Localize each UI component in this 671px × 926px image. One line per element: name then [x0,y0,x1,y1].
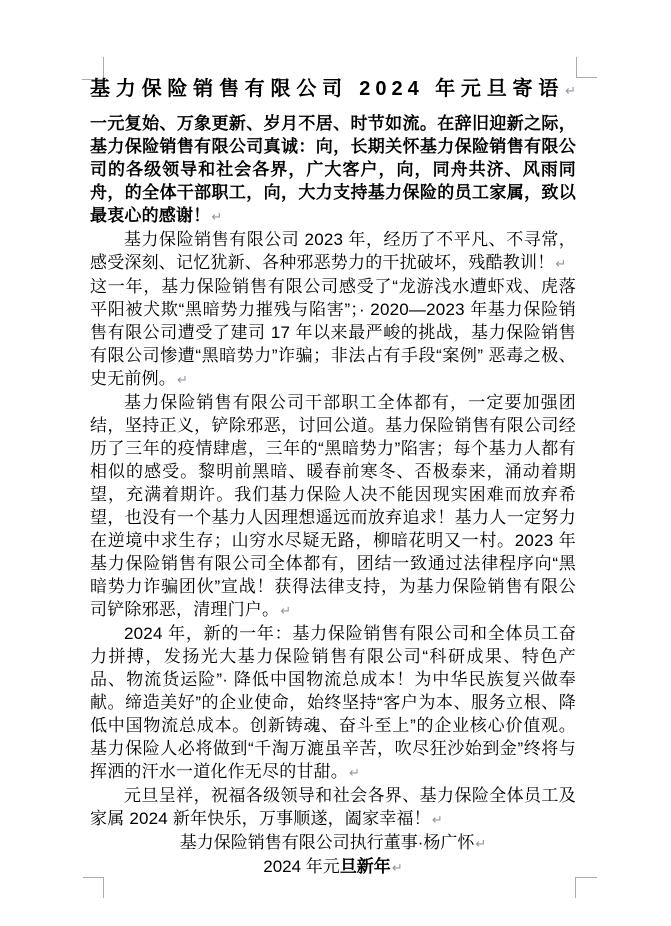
paragraph-text: 基力保险销售有限公司 2023 年，经历了不平凡、不寻常，感受深刻、记忆犹新、各种邪恶势力的干扰破坏，残酷教训！ [90,230,576,272]
paragraph-mark-icon: ↵ [555,256,567,271]
paragraph-mark-icon: ↵ [177,372,189,387]
paragraph-greeting[interactable] [90,112,576,228]
crop-mark-bottom-right-icon [575,877,597,898]
paragraph-mark-icon: ↵ [211,209,223,224]
document-text-area[interactable] [90,74,576,879]
date-text-normal: 2024 年元 [263,857,340,876]
paragraph-mark-icon: ↵ [565,83,576,98]
signature-text: 基力保险销售有限公司执行董事·杨广怀 [179,833,475,852]
paragraph-text: 基力保险销售有限公司干部职工全体都有，一定要加强团结，坚持正义，铲除邪恶，讨回公道。基力保险销售有限公司经历了三年的疫情肆虐，三年的“黑暗势力”陷害；每个基力人都有相似的感受。黎明前黑暗、暖春前寒冬、否极泰来，涌动着期望，充满着期许。我们基力保险人决不能因现实困难而放弃希望，也没有一个基力人因理想遥远而放弃追求！基力人一定努力在逆境中求生存；山穷水尽疑无路，柳暗花明又一村。2023 年基力保险销售有限公司全体都有，团结一致通过法律程序向“黑暗势力诈骗团伙”宣战！获得法律支持，为基力保险销售有限公司铲除邪恶，清理门户。 [90,393,576,619]
paragraph-mark-icon: ↵ [431,812,443,827]
crop-mark-top-right-icon [576,57,597,78]
paragraph-mark-icon: ↵ [475,836,487,851]
paragraph-mark-icon: ↵ [391,860,403,875]
paragraph-text: 元旦呈祥，祝福各级领导和社会各界、基力保险全体员工及家属 2024 新年快乐，万事顺遂，阖家幸福！ [90,786,576,828]
signature-line[interactable] [90,831,576,855]
title-text: 基力保险销售有限公司 2024 年元旦寄语 [90,78,565,100]
document-title[interactable] [90,74,576,106]
paragraph-text: 一元复始、万象更新、岁月不居、时节如流。在辞旧迎新之际，基力保险销售有限公司真诚：向，长期关怀基力保险销售有限公司的各级领导和社会各界，广大客户，向，同舟共济、风雨同舟，的全体干部职工，向，大力支持基力保险的员工家属，致以最衷心的感谢！ [90,114,576,225]
paragraph-mark-icon: ↵ [280,603,292,618]
paragraph-this-year[interactable] [90,275,576,391]
crop-mark-bottom-left-icon [83,877,104,898]
paragraph-text: 这一年，基力保险销售有限公司感受了“龙游浅水遭虾戏、虎落平阳被犬欺“黑暗势力摧残与陷害”；· 2020—2023 年基力保险销售有限公司遭受了建司 17 年以来最严峻的挑战，基力保险销售有限公司惨遭“黑暗势力”诈骗；非法占有手段“案例” 恶毒之极、史无前例。 [90,277,576,388]
date-line[interactable] [90,855,576,879]
paragraph-mark-icon: ↵ [349,765,361,780]
paragraph-blessing[interactable] [90,784,576,831]
paragraph-staff-unity[interactable] [90,391,576,622]
paragraph-2024-outlook[interactable] [90,622,576,784]
date-text-bold: 旦新年 [339,857,391,876]
paragraph-2023-review[interactable] [90,228,576,275]
paragraph-text: 2024 年，新的一年：基力保险销售有限公司和全体员工奋力拼搏，发扬光大基力保险销售有限公司“科研成果、特色产品、物流货运险”· 降低中国物流总成本！为中华民族复兴做奉献。缔造美好”的企业使命，始终坚持“客户为本、服务立根、降低中国物流总成本。创新铸魂、奋斗至上”的企业核心价值观。基力保险人必将做到“千淘万漉虽辛苦，吹尽狂沙始到金”终将与挥洒的汗水一道化作无尽的甘甜。 [90,624,576,781]
